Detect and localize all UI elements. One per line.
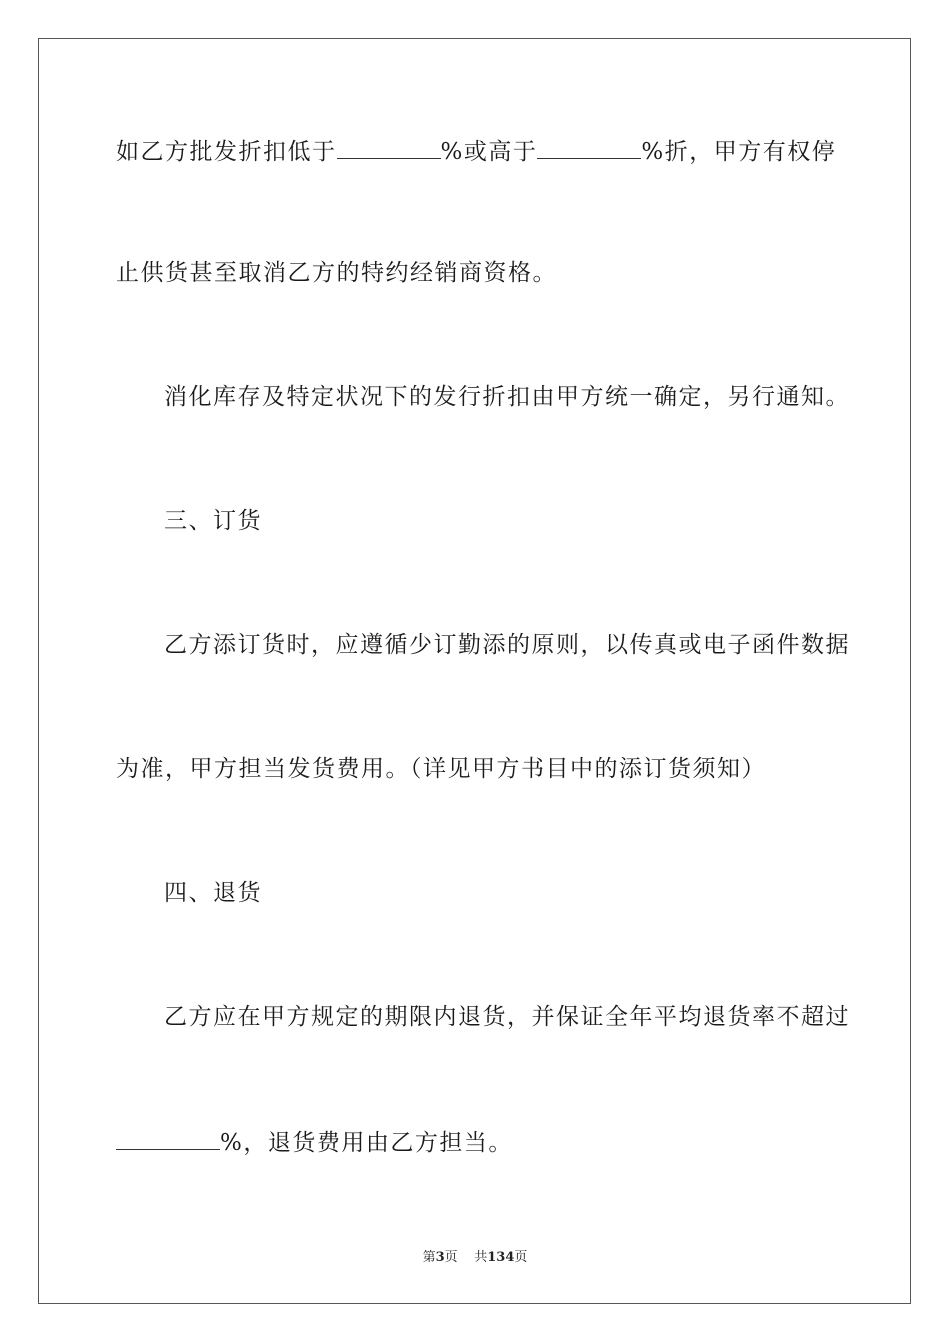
paragraph-returns-line-2 xyxy=(116,1125,513,1159)
text-segment: %或高于 xyxy=(440,139,538,165)
paragraph-ordering-line-1: 乙方添订货时，应遵循少订勤添的原则，以传真或电子函件数据 xyxy=(164,632,850,658)
text-segment: %，退货费用由乙方担当。 xyxy=(220,1130,513,1156)
page-suffix: 页 xyxy=(444,1250,458,1265)
blank-field xyxy=(337,134,441,159)
section-heading-returns: 四、退货 xyxy=(164,880,262,906)
total-pages: 134 xyxy=(487,1250,515,1265)
total-suffix: 页 xyxy=(514,1250,528,1265)
section-heading-ordering: 三、订货 xyxy=(164,508,262,534)
paragraph-discount-line-2: 止供货甚至取消乙方的特约经销商资格。 xyxy=(116,260,557,286)
paragraph-ordering-line-2: 为准，甲方担当发货费用。（详见甲方书目中的添订货须知） xyxy=(116,756,766,782)
text-segment: 如乙方批发折扣低于 xyxy=(116,139,337,165)
page-number: 3 xyxy=(435,1250,445,1265)
paragraph-returns-line-1: 乙方应在甲方规定的期限内退货，并保证全年平均退货率不超过 xyxy=(164,1004,850,1030)
page-border xyxy=(38,38,911,1304)
page-prefix: 第 xyxy=(422,1250,436,1265)
total-prefix: 共 xyxy=(474,1250,488,1265)
blank-field xyxy=(116,1125,220,1150)
blank-field xyxy=(537,134,641,159)
paragraph-inventory: 消化库存及特定状况下的发行折扣由甲方统一确定，另行通知。 xyxy=(164,384,850,410)
page-footer xyxy=(0,1250,950,1266)
paragraph-discount-line-1 xyxy=(116,134,836,168)
text-segment: %折，甲方有权停 xyxy=(641,139,837,165)
